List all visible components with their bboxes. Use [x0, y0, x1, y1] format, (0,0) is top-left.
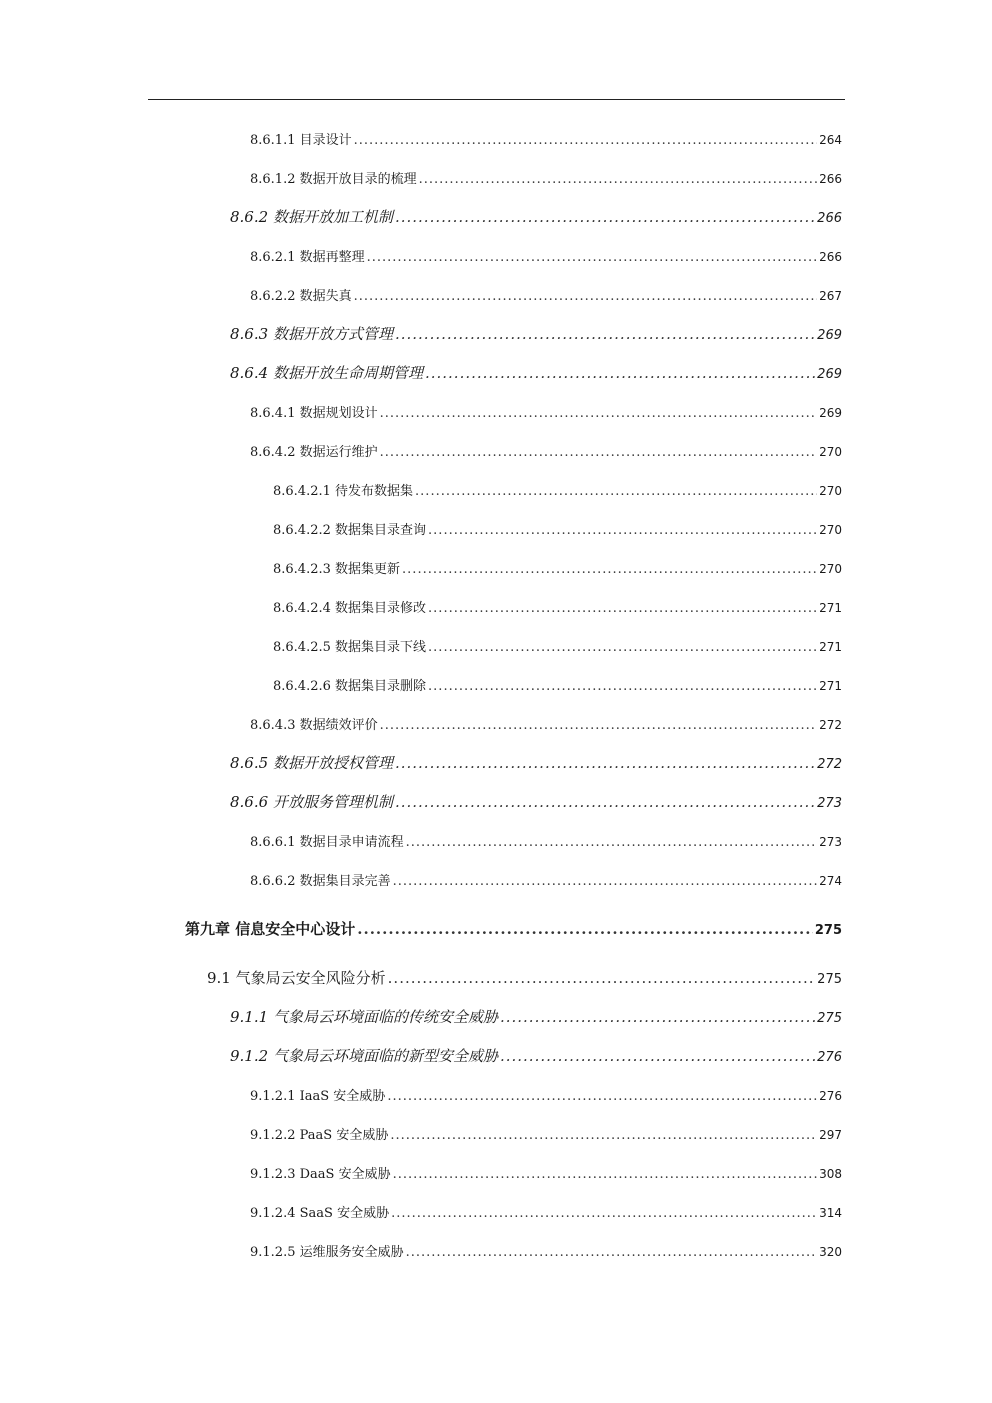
toc-page-number: 308: [819, 1167, 842, 1181]
toc-page-number: 276: [817, 1050, 842, 1065]
toc-page-number: 272: [817, 757, 842, 772]
toc-entry[interactable]: [250, 404, 842, 423]
toc-leader: [395, 793, 815, 811]
toc-entry[interactable]: [230, 754, 842, 774]
toc-entry[interactable]: [230, 1047, 842, 1067]
toc-page-number: 266: [817, 211, 842, 226]
toc-entry-label: 8.6.4.2.4 数据集目录修改: [273, 601, 427, 616]
toc-page-number: 270: [819, 562, 842, 576]
toc-entry[interactable]: [273, 638, 842, 657]
toc-leader: [428, 678, 817, 696]
toc-entry-label: 8.6.2.1 数据再整理: [250, 250, 365, 265]
toc-entry-label: 9.1.2.2 PaaS 安全威胁: [250, 1128, 389, 1143]
toc-page-number: 320: [819, 1245, 842, 1259]
toc-page-number: 266: [819, 250, 842, 264]
toc-entry-label: 9.1.2.3 DaaS 安全威胁: [250, 1167, 391, 1182]
toc-leader: [391, 1205, 817, 1223]
toc-entry-label: 8.6.4.3 数据绩效评价: [250, 718, 378, 733]
toc-entry-label: 第九章 信息安全中心设计: [185, 920, 356, 938]
toc-entry[interactable]: [273, 599, 842, 618]
toc-entry-label: 8.6.3 数据开放方式管理: [230, 325, 393, 343]
toc-entry[interactable]: [250, 170, 842, 189]
toc-entry[interactable]: [185, 920, 842, 940]
toc-leader: [390, 1127, 817, 1145]
toc-page-number: 269: [817, 367, 842, 382]
toc-leader: [428, 600, 817, 618]
toc-leader: [387, 1088, 817, 1106]
toc-entry-label: 8.6.4.2 数据运行维护: [250, 445, 378, 460]
toc-leader: [395, 325, 815, 343]
toc-entry[interactable]: [230, 1008, 842, 1028]
toc-entry[interactable]: [230, 208, 842, 228]
toc-entry-label: 9.1.1 气象局云环境面临的传统安全威胁: [230, 1008, 498, 1026]
toc-leader: [419, 171, 817, 189]
toc-page-number: 275: [817, 972, 842, 987]
toc-entry[interactable]: [250, 248, 842, 267]
toc-entry[interactable]: [250, 131, 842, 150]
toc-page-number: 267: [819, 289, 842, 303]
toc-entry[interactable]: [273, 521, 842, 540]
toc-leader: [500, 1047, 815, 1065]
toc-page-number: 314: [819, 1206, 842, 1220]
toc-leader: [393, 873, 817, 891]
toc-entry[interactable]: [250, 443, 842, 462]
toc-entry-label: 8.6.6.1 数据目录申请流程: [250, 835, 404, 850]
toc-leader: [380, 444, 817, 462]
toc-leader: [428, 639, 817, 657]
toc-leader: [393, 1166, 818, 1184]
toc-leader: [415, 483, 817, 501]
toc-entry[interactable]: [250, 1243, 842, 1262]
toc-page-number: 270: [819, 523, 842, 537]
toc-entry-label: 8.6.2 数据开放加工机制: [230, 208, 393, 226]
toc-entry[interactable]: [230, 793, 842, 813]
toc-entry-label: 8.6.4.2.3 数据集更新: [273, 562, 401, 577]
toc-entry[interactable]: [250, 1165, 842, 1184]
toc-entry-label: 8.6.4 数据开放生命周期管理: [230, 364, 423, 382]
toc-leader: [380, 717, 817, 735]
toc-page-number: 275: [814, 923, 842, 938]
toc-leader: [395, 754, 815, 772]
toc-entry[interactable]: [250, 287, 842, 306]
toc-entry[interactable]: [207, 969, 842, 989]
toc-entry-label: 8.6.4.2.6 数据集目录删除: [273, 679, 427, 694]
toc-entry-label: 8.6.5 数据开放授权管理: [230, 754, 393, 772]
toc-entry-label: 8.6.6 开放服务管理机制: [230, 793, 393, 811]
toc-leader: [354, 132, 817, 150]
toc-entry[interactable]: [230, 364, 842, 384]
toc-entry-label: 8.6.4.2.5 数据集目录下线: [273, 640, 427, 655]
toc-entry-label: 8.6.4.2.1 待发布数据集: [273, 484, 414, 499]
toc-entry-label: 9.1 气象局云安全风险分析: [207, 969, 386, 987]
toc-entry[interactable]: [273, 482, 842, 501]
toc-leader: [406, 1244, 817, 1262]
toc-page-number: 272: [819, 718, 842, 732]
toc-page-number: 275: [817, 1011, 842, 1026]
toc-leader: [354, 288, 817, 306]
toc-leader: [425, 364, 815, 382]
toc-page-number: 271: [819, 640, 842, 654]
toc-entry[interactable]: [273, 560, 842, 579]
toc-page-number: 269: [817, 328, 842, 343]
toc-leader: [388, 969, 816, 987]
toc-entry[interactable]: [250, 1126, 842, 1145]
toc-entry[interactable]: [250, 872, 842, 891]
toc-entry[interactable]: [230, 325, 842, 345]
toc-entry-label: 9.1.2.1 IaaS 安全威胁: [250, 1089, 386, 1104]
toc-page-number: 269: [819, 406, 842, 420]
toc-entry-label: 8.6.4.1 数据规划设计: [250, 406, 378, 421]
toc-leader: [402, 561, 817, 579]
toc-page-number: 297: [819, 1128, 842, 1142]
toc-entry[interactable]: [250, 1204, 842, 1223]
toc-page-number: 271: [819, 679, 842, 693]
toc-entry[interactable]: [273, 677, 842, 696]
toc-leader: [406, 834, 817, 852]
toc-entry-label: 8.6.2.2 数据失真: [250, 289, 352, 304]
toc-leader: [428, 522, 817, 540]
toc-entry[interactable]: [250, 833, 842, 852]
toc-page-number: 276: [819, 1089, 842, 1103]
toc-page-number: 266: [819, 172, 842, 186]
toc-leader: [357, 920, 813, 938]
toc-entry-label: 8.6.1.2 数据开放目录的梳理: [250, 172, 417, 187]
toc-page-number: 270: [819, 484, 842, 498]
toc-entry-label: 9.1.2.4 SaaS 安全威胁: [250, 1206, 390, 1221]
toc-entry[interactable]: [250, 1087, 842, 1106]
toc-leader: [500, 1008, 815, 1026]
toc-entry-label: 9.1.2.5 运维服务安全威胁: [250, 1245, 404, 1260]
toc-page-number: 270: [819, 445, 842, 459]
toc-entry-label: 9.1.2 气象局云环境面临的新型安全威胁: [230, 1047, 498, 1065]
toc-entry-label: 8.6.1.1 目录设计: [250, 133, 352, 148]
toc-entry[interactable]: [250, 716, 842, 735]
toc-leader: [367, 249, 817, 267]
toc-page-number: 273: [817, 796, 842, 811]
toc-page-number: 264: [819, 133, 842, 147]
toc-leader: [380, 405, 817, 423]
toc-entry-label: 8.6.6.2 数据集目录完善: [250, 874, 391, 889]
toc-page-number: 274: [819, 874, 842, 888]
toc-entry-label: 8.6.4.2.2 数据集目录查询: [273, 523, 427, 538]
toc-leader: [395, 208, 815, 226]
toc-page-number: 273: [819, 835, 842, 849]
toc-page-number: 271: [819, 601, 842, 615]
